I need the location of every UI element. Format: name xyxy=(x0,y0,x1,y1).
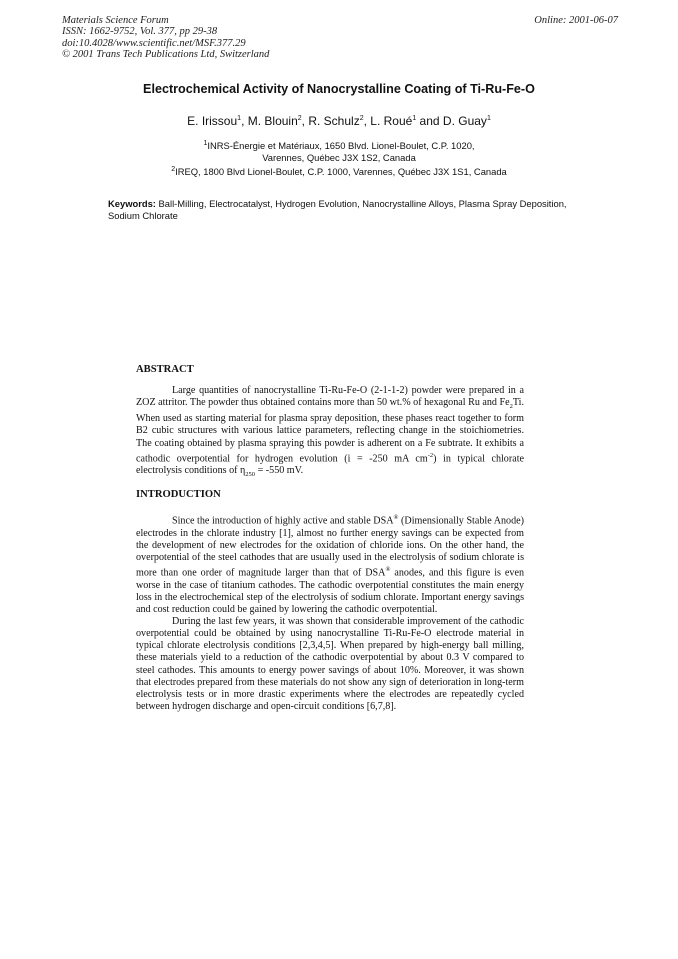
keywords-label: Keywords: xyxy=(108,198,156,209)
doi-line: doi:10.4028/www.scientific.net/MSF.377.29 xyxy=(62,37,246,49)
online-date: Online: 2001-06-07 xyxy=(534,15,618,26)
abstract-heading: ABSTRACT xyxy=(136,364,194,375)
intro-text: Since the introduction of highly active and stable DSA xyxy=(172,515,394,527)
introduction-body xyxy=(136,512,524,713)
author-name: E. Irissou xyxy=(187,114,238,128)
abstract-text: = -550 mV. xyxy=(255,465,304,477)
author-name: , L. Roué xyxy=(363,114,413,128)
author-list xyxy=(0,114,678,128)
abstract-body xyxy=(136,385,524,481)
affiliation-text: INRS-Énergie et Matériaux, 1650 Blvd. Lionel-Boulet, C.P. 1020, xyxy=(207,140,475,152)
intro-text: anodes, and this figure is even worse in the case of titanium cathodes. The cathodic overpotential constitutes the main energy loss in the electrochemical step of the electrolysis of sodium chlorate. Important energy savings and cost reduction could be gained by lowering the cathodic overpotential. xyxy=(136,567,524,615)
affiliation-mark: 2 xyxy=(171,166,176,173)
affiliation-mark: 2 xyxy=(297,115,302,122)
subscript: 250 xyxy=(245,471,256,479)
intro-paragraph-2: During the last few years, it was shown that considerable improvement of the cathodic overpotential could be obtained by using nanocrystalline Ti-Ru-Fe-O electrode material in typical chlorate electrolysis conditions [2,3,4,5]. When prepared by high-energy ball milling, these materials yield to a reduction of the cathodic overpotential by about 0.3 V compared to steel cathodes. This amounts to energy power savings of about 10%. Moreover, it was shown that electrodes prepared from these materials do not show any sign of deterioration in long-term electrolysis tests or in more drastic experiments where the electrodes are repeatedly cycled between hydrogen discharge and open-circuit conditions [6,7,8]. xyxy=(136,615,524,713)
paper-title: Electrochemical Activity of Nanocrystalline Coating of Ti-Ru-Fe-O xyxy=(143,82,535,96)
author-name: and D. Guay xyxy=(416,114,487,128)
affiliation-mark: 2 xyxy=(359,115,364,122)
author-name: , M. Blouin xyxy=(241,114,298,128)
superscript: ® xyxy=(393,514,399,521)
affiliation-text: Varennes, Québec J3X 1S2, Canada xyxy=(262,152,416,164)
journal-name: Materials Science Forum xyxy=(62,15,169,26)
affiliation-text: IREQ, 1800 Blvd Lionel-Boulet, C.P. 1000, Varennes, Québec J3X 1S1, Canada xyxy=(175,166,507,178)
keywords xyxy=(108,198,568,222)
journal-header xyxy=(62,15,269,60)
author-name: , R. Schulz xyxy=(301,114,360,128)
affiliation-2 xyxy=(0,164,678,178)
affiliation-mark: 1 xyxy=(486,115,491,122)
affiliation-mark: 1 xyxy=(203,140,208,147)
affiliation-mark: 1 xyxy=(412,115,417,122)
copyright-line: © 2001 Trans Tech Publications Ltd, Switzerland xyxy=(62,48,270,60)
intro-text: (Dimensionally Stable Anode) electrodes in the chlorate industry [1], almost no further energy savings can be expected from the development of new electrodes for the oxidation of chloride ions. On the other hand, the overpotential of the steel cathodes that are usually used in the electrolysis of sodium chlorate is more than one order of magnitude larger than that of DSA xyxy=(136,515,524,579)
superscript: ® xyxy=(385,565,391,573)
abstract-text: ) in typical chlorate electrolysis conditions of η xyxy=(136,453,524,477)
abstract-text: Ti. When used as starting material for plasma spray deposition, these phases react together to form B2 cubic structures with various lattice parameters, reflecting change in the stoichiometries. The coating obtained by plasma spraying this powder is adherent on a Fe subtrate. It exhibits a cathodic overpotential for hydrogen evolution (i = -250 mA cm xyxy=(136,397,524,465)
affiliation-1 xyxy=(0,138,678,164)
keywords-text: Ball-Milling, Electrocatalyst, Hydrogen Evolution, Nanocrystalline Alloys, Plasma Spray Deposition, Sodium Chlorate xyxy=(108,198,567,221)
subscript: 2 xyxy=(509,403,513,411)
abstract-text: Large quantities of nanocrystalline Ti-Ru-Fe-O (2-1-1-2) powder were prepared in a ZOZ attritor. The powder thus obtained contains more than 50 wt.% of hexagonal Ru and Fe xyxy=(136,385,524,409)
affiliation-mark: 1 xyxy=(237,115,242,122)
superscript: -2 xyxy=(427,451,434,459)
introduction-heading: INTRODUCTION xyxy=(136,489,221,500)
issn-line: ISSN: 1662-9752, Vol. 377, pp 29-38 xyxy=(62,26,218,38)
